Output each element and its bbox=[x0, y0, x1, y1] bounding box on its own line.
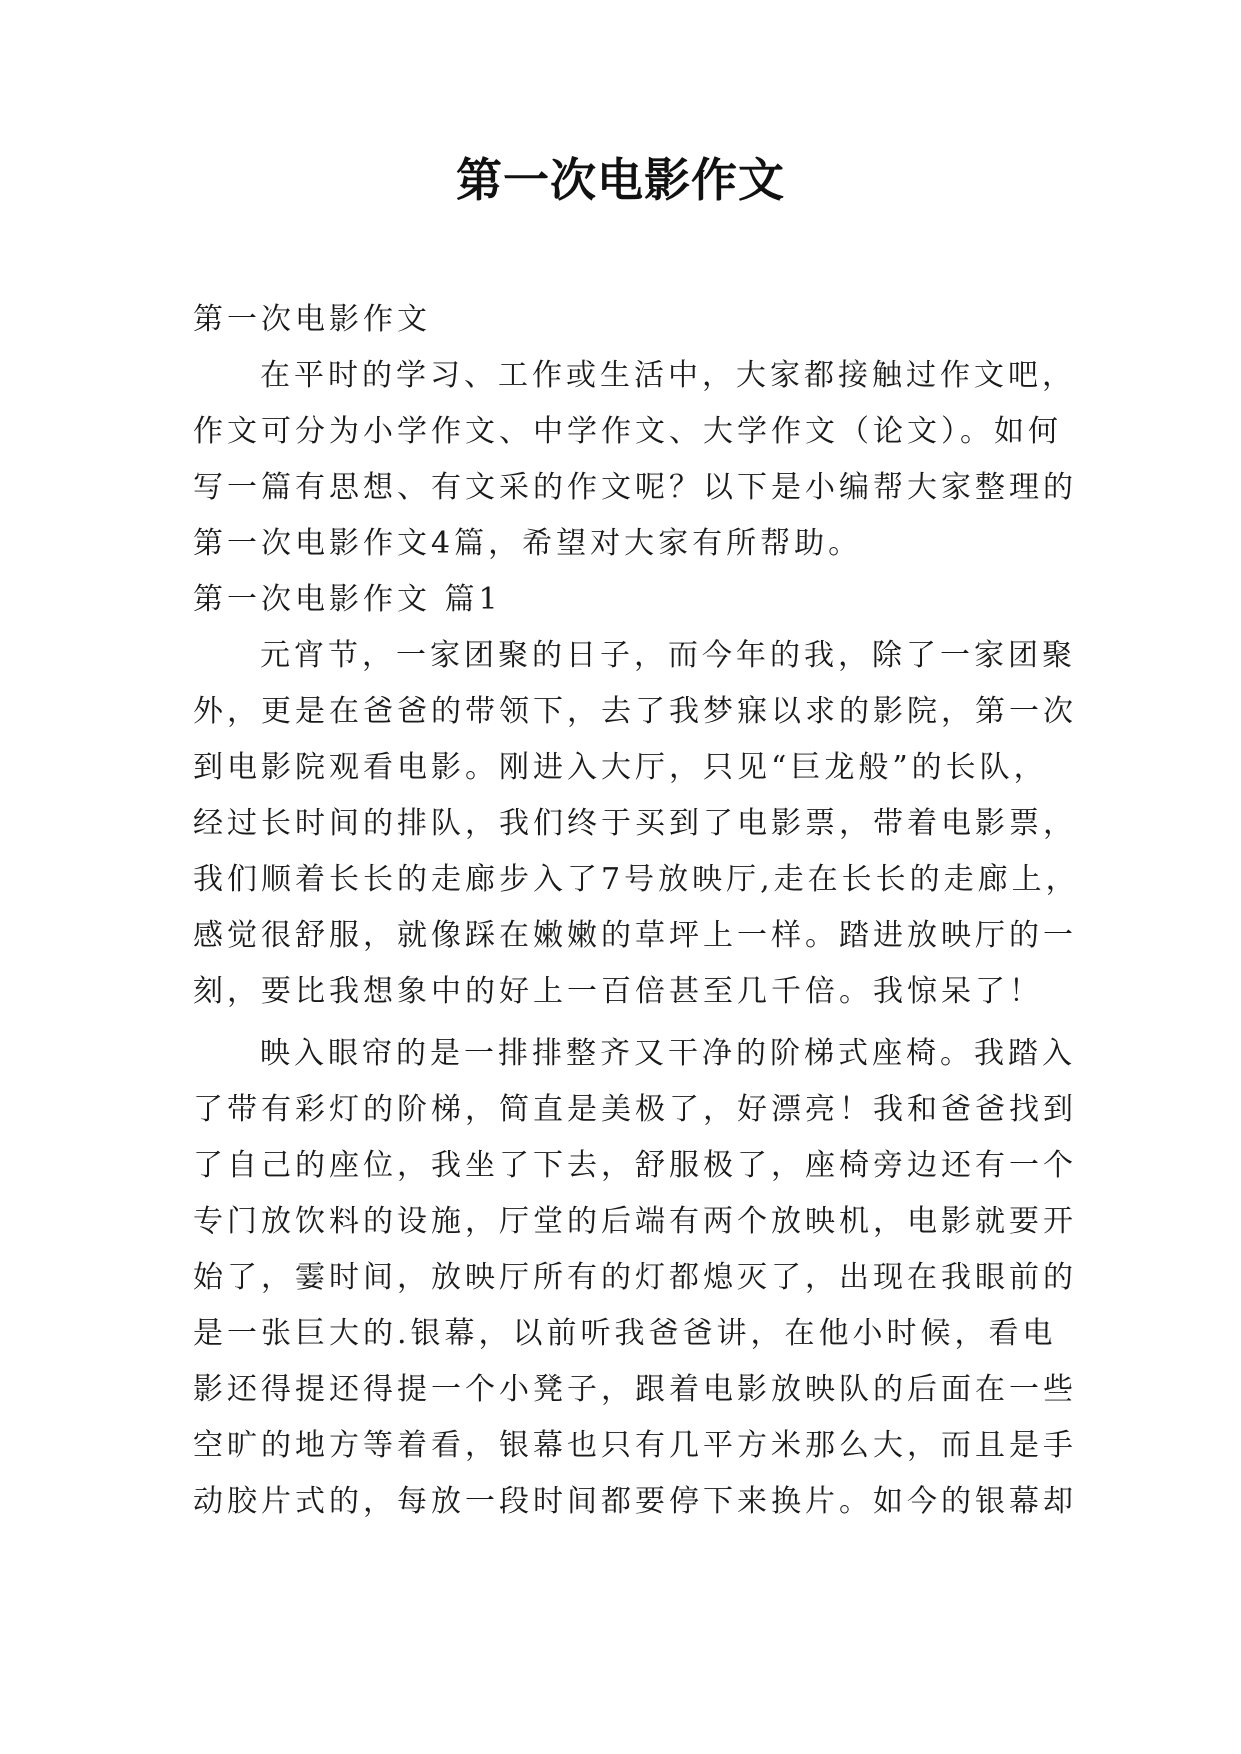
paragraph-line: 写一篇有思想、有文采的作文呢？以下是小编帮大家整理的 bbox=[193, 470, 1077, 505]
paragraph-line: 映入眼帘的是一排排整齐又干净的阶梯式座椅。我踏入 bbox=[260, 1036, 1076, 1071]
document-title: 第一次电影作文 bbox=[456, 153, 785, 207]
paragraph-line: 刻，要比我想象中的好上一百倍甚至几千倍。我惊呆了！ bbox=[193, 974, 1043, 1009]
section-heading: 第一次电影作文 篇1 bbox=[193, 582, 502, 617]
paragraph-line: 空旷的地方等着看，银幕也只有几平方米那么大，而且是手 bbox=[193, 1428, 1077, 1463]
paragraph-line: 作文可分为小学作文、中学作文、大学作文（论文）。如何 bbox=[193, 414, 1062, 449]
paragraph-line: 影还得提还得提一个小凳子，跟着电影放映队的后面在一些 bbox=[193, 1372, 1077, 1407]
paragraph-line: 始了，霎时间，放映厅所有的灯都熄灭了，出现在我眼前的 bbox=[193, 1260, 1077, 1295]
paragraph-line: 专门放饮料的设施，厅堂的后端有两个放映机，电影就要开 bbox=[193, 1204, 1077, 1239]
paragraph-line: 了自己的座位，我坐了下去，舒服极了，座椅旁边还有一个 bbox=[193, 1148, 1077, 1183]
paragraph-line: 感觉很舒服，就像踩在嫩嫩的草坪上一样。踏进放映厅的一 bbox=[193, 918, 1077, 953]
paragraph-line: 我们顺着长长的走廊步入了7号放映厅,走在长长的走廊上， bbox=[193, 862, 1080, 897]
paragraph-line: 外，更是在爸爸的带领下，去了我梦寐以求的影院，第一次 bbox=[193, 694, 1077, 729]
paragraph-line: 第一次电影作文4篇，希望对大家有所帮助。 bbox=[193, 526, 863, 561]
paragraph-line: 动胶片式的，每放一段时间都要停下来换片。如今的银幕却 bbox=[193, 1484, 1077, 1519]
paragraph-line: 在平时的学习、工作或生活中，大家都接触过作文吧， bbox=[260, 358, 1076, 393]
document-body bbox=[193, 292, 1080, 1530]
paragraph-line: 到电影院观看电影。刚进入大厅，只见“巨龙般”的长队， bbox=[193, 750, 1048, 785]
paragraph-line: 了带有彩灯的阶梯，简直是美极了，好漂亮！我和爸爸找到 bbox=[193, 1092, 1077, 1127]
paragraph-line: 经过长时间的排队，我们终于买到了电影票，带着电影票， bbox=[193, 806, 1077, 841]
paragraph-line: 元宵节，一家团聚的日子，而今年的我，除了一家团聚 bbox=[260, 638, 1076, 673]
heading-line: 第一次电影作文 bbox=[193, 302, 431, 337]
paragraph-line: 是一张巨大的.银幕，以前听我爸爸讲，在他小时候，看电 bbox=[193, 1316, 1057, 1351]
